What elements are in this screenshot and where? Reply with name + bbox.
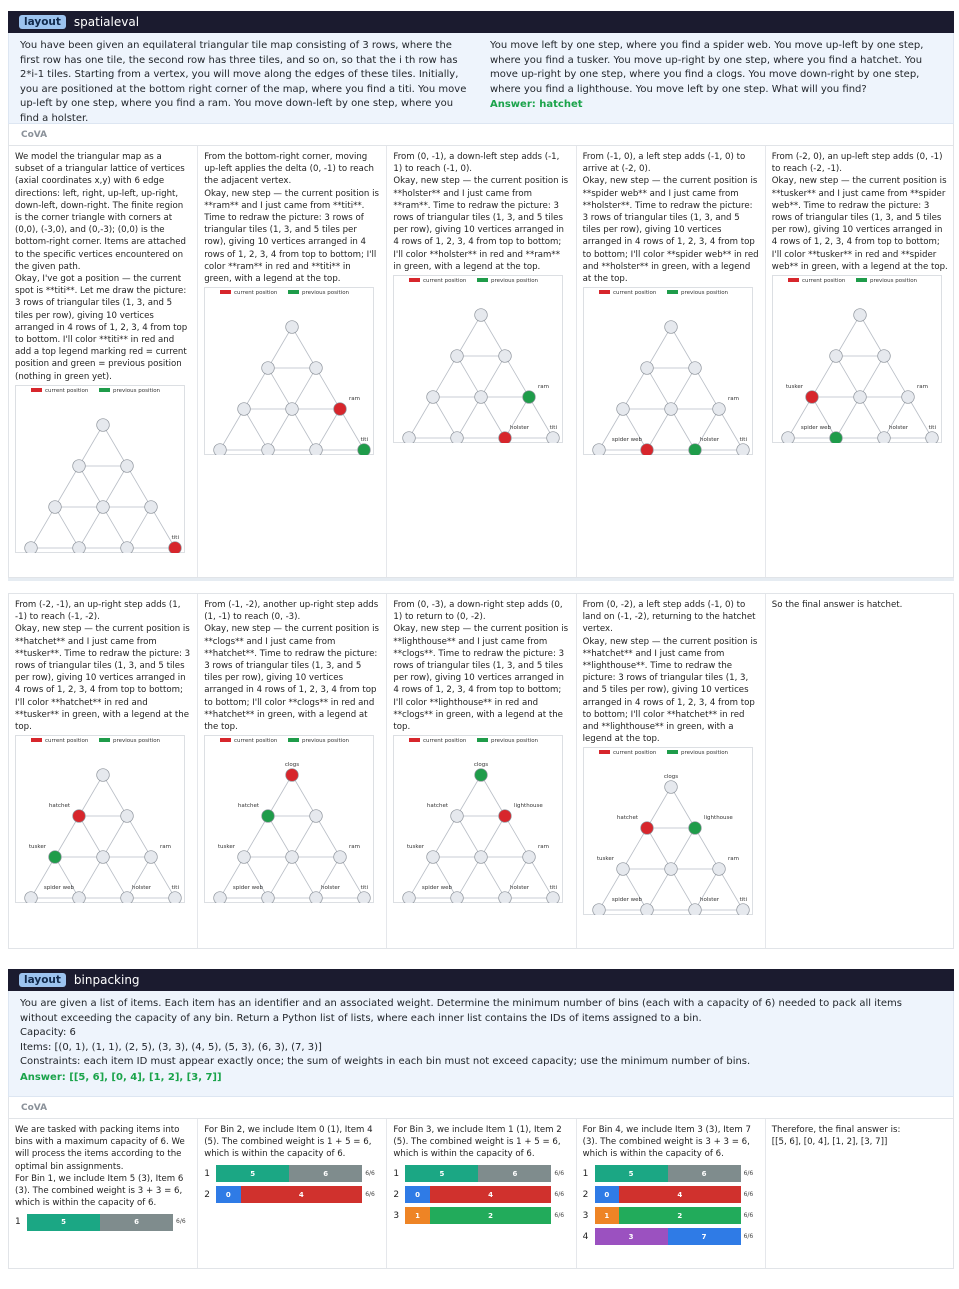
bin-item-segment: 0 [595,1186,619,1203]
legend-label-previous: previous position [113,387,161,394]
bin-row [393,1206,569,1226]
section-header-spatialeval [8,11,954,33]
vertex-label: clogs [474,762,489,769]
vertex-label: hatchet [238,803,260,810]
legend-swatch-previous [477,278,488,282]
reasoning-step-cell [198,594,387,948]
vertex-label: holster [699,897,719,904]
legend-swatch-current [409,738,420,742]
map-vertex [310,892,323,903]
bin-bar [595,1207,741,1224]
map-vertex [169,892,182,903]
bin-row [393,1164,569,1184]
legend-swatch-previous [99,738,110,742]
question-box [8,33,954,124]
map-vertex [310,362,323,375]
vertex-label: clogs [663,774,678,781]
reasoning-step-text: So the final answer is hatchet. [771,600,903,610]
bin-item-segment: 5 [216,1165,289,1182]
map-vertex [925,432,938,443]
steps-row-1 [8,146,954,578]
bin-row [583,1164,759,1184]
triangular-map-diagram [15,385,185,553]
bin-row [583,1206,759,1226]
bin-row [204,1185,380,1205]
triangular-map-diagram [204,287,374,455]
vertex-label: lighthouse [514,803,544,810]
map-vertex [121,460,134,473]
current-position-vertex [499,432,512,443]
bin-label: 3 [393,1210,400,1221]
reasoning-step-text: For Bin 2, we include Item 0 (1), Item 4 (5). The combined weight is 1 + 5 = 6, which is within the capacity of 6. [204,1125,376,1160]
reasoning-step-cell [9,146,198,577]
current-position-vertex [805,391,818,404]
previous-position-vertex [688,444,701,455]
vertex-label: ram [160,844,171,851]
map-vertex [451,892,464,903]
map-vertex [640,904,653,915]
legend-swatch-current [788,278,799,282]
vertex-label: holster [132,885,152,892]
map-vertex [829,350,842,363]
map-vertex [214,892,227,903]
map-vertex [262,444,275,455]
map-vertex [49,501,62,514]
bin-row [204,1164,380,1184]
bin-chart [583,1164,759,1247]
triangular-map-diagram [15,735,185,903]
map-vertex [25,542,38,553]
bin-item-segment: 4 [619,1186,741,1203]
triangular-map-diagram [204,735,374,903]
vertex-label: titi [550,425,558,432]
map-vertex [499,892,512,903]
vertex-label: tusker [28,844,46,851]
legend-label-previous: previous position [491,738,539,745]
reasoning-step-text: Therefore, the final answer is: [[5, 6], [0, 4], [1, 2], [3, 7]] [771,1125,901,1148]
map-vertex [901,391,914,404]
bin-chart [15,1212,191,1232]
current-position-vertex [640,444,653,455]
triangular-map-diagram [393,735,563,903]
section-header-binpacking [8,969,954,991]
legend-swatch-previous [288,738,299,742]
bin-item-segment: 1 [405,1207,429,1224]
layout-tag: layout [19,15,66,29]
map-vertex [451,810,464,823]
bin-item-segment: 0 [405,1186,429,1203]
bin-fill-label: 6/6 [743,1232,754,1240]
previous-position-vertex [829,432,842,443]
previous-position-vertex [688,822,701,835]
question-box [8,991,954,1097]
vertex-label: holster [510,885,530,892]
map-vertex [712,403,725,416]
reasoning-step-text: From (0, -2), a left step adds (-1, 0) to land on (-1, -2), returning to the hatchet vertex. Okay, new step — the current position is **hatchet** and I just came from **lighthouse**. Time to redraw the picture: 3 rows of triangular tiles (1, 3, and 5 tiles per row), giving 10 vertices arranged in 4 rows of 1, 2, 3, 4 from top to bottom; I'll color **hatchet** in red and **lighthouse** in green, with a legend at the top. [582,600,758,745]
map-vertex [73,892,86,903]
reasoning-step-cell [577,1119,766,1268]
map-vertex [358,892,371,903]
bin-bar [405,1207,551,1224]
reasoning-step-text: For Bin 4, we include Item 3 (3), Item 7 (3). The combined weight is 3 + 3 = 6, which is within the capacity of 6. [582,1125,754,1160]
bin-bar [27,1214,173,1231]
legend-label-current: current position [234,290,278,297]
reasoning-step-cell [387,594,576,948]
legend-swatch-current [220,290,231,294]
map-vertex [403,432,416,443]
vertex-label: titi [928,425,936,432]
map-vertex [736,904,749,915]
map-vertex [262,362,275,375]
map-vertex [73,542,86,553]
bin-bar [595,1186,741,1203]
map-vertex [475,391,488,404]
triangular-map-diagram [772,275,942,443]
legend-label-current: current position [801,278,846,285]
bin-label: 4 [582,1231,589,1242]
map-vertex [97,501,110,514]
legend-label-current: current position [45,738,89,745]
current-position-vertex [640,822,653,835]
map-vertex [616,863,629,876]
legend-label-previous: previous position [680,290,728,297]
vertex-label: ram [727,856,739,863]
bin-fill-label: 6/6 [554,1190,565,1198]
previous-position-vertex [49,851,62,864]
previous-position-vertex [262,810,275,823]
vertex-label: holster [510,425,530,432]
bin-bar [595,1165,741,1182]
vertex-label: ram [349,844,361,851]
bin-row [583,1185,759,1205]
vertex-label: tusker [218,844,236,851]
map-vertex [310,810,323,823]
triangular-map-diagram [393,275,563,443]
row-divider [8,578,954,581]
bin-item-segment: 5 [595,1165,668,1182]
vertex-label: tusker [596,856,614,863]
items-text: Items: [(0, 1), (1, 1), (2, 5), (3, 3), (4, 5), (5, 3), (6, 3), (7, 3)] [20,1041,322,1053]
vertex-label: titi [739,897,747,904]
vertex-label: tusker [785,384,803,391]
legend-label-previous: previous position [113,738,161,745]
bin-chart [204,1164,380,1205]
legend-label-current: current position [612,750,656,757]
vertex-label: titi [739,437,747,444]
bin-item-segment: 6 [289,1165,362,1182]
legend-label-current: current position [612,290,656,297]
legend-swatch-previous [856,278,867,282]
map-vertex [688,904,701,915]
map-vertex [592,904,605,915]
reasoning-step-text: For Bin 3, we include Item 1 (1), Item 2 (5). The combined weight is 1 + 5 = 6, which is within the capacity of 6. [393,1125,565,1160]
map-vertex [121,810,134,823]
map-vertex [73,460,86,473]
previous-position-vertex [358,444,371,455]
reasoning-step-cell [9,1119,198,1268]
map-vertex [238,403,251,416]
legend-swatch-previous [667,750,678,754]
bin-bar [216,1186,362,1203]
answer-label: Answer: hatchet [490,99,583,110]
bin-chart [393,1164,569,1226]
map-vertex [97,851,110,864]
map-vertex [853,309,866,322]
vertex-label: spider web [233,885,264,892]
vertex-label: ram [349,396,361,403]
map-vertex [97,419,110,432]
question-text-right: You move left by one step, where you find a spider web. You move up-left by one step, where you find a tusker. You move up-right by one step, where you find a hatchet. You move up-right by one step, where you find a clogs. You move down-right by one step, where you find a lighthouse. You move left by one step. What will you find? [490,40,924,95]
method-label: CoVA [8,124,954,146]
vertex-label: spider web [422,885,453,892]
previous-position-vertex [523,391,536,404]
legend-swatch-current [31,388,42,392]
map-vertex [523,851,536,864]
bin-item-segment: 6 [100,1214,173,1231]
bin-bar [595,1228,741,1245]
vertex-label: titi [550,885,558,892]
vertex-label: ram [916,384,928,391]
bin-fill-label: 6/6 [554,1169,565,1177]
map-vertex [499,350,512,363]
legend-swatch-current [220,738,231,742]
reasoning-step-text: From (0, -1), a down-left step adds (-1, 1) to reach (-1, 0). Okay, new step — the current position is **holster** and I just came from **ram**. Time to redraw the picture: 3 rows of triangular tiles (1, 3, and 5 tiles per row), giving 10 vertices arranged in 4 rows of 1, 2, 3, 4 from top to bottom; I'll color **holster** in red and **ram** in green, with a legend at the top. [393,152,569,272]
map-vertex [712,863,725,876]
bin-item-segment: 1 [595,1207,619,1224]
map-vertex [286,321,299,334]
bin-item-segment: 3 [595,1228,668,1245]
bin-fill-label: 6/6 [743,1211,754,1219]
legend-swatch-current [599,750,610,754]
reasoning-step-cell [387,146,576,577]
vertex-label: ram [538,844,550,851]
map-vertex [475,309,488,322]
map-vertex [451,350,464,363]
bin-label: 3 [582,1210,589,1221]
map-vertex [781,432,794,443]
bin-item-segment: 4 [430,1186,552,1203]
bin-label: 1 [204,1168,210,1179]
vertex-label: holster [888,425,908,432]
bin-fill-label: 6/6 [554,1211,565,1219]
bin-item-segment: 6 [478,1165,551,1182]
bin-label: 1 [15,1217,21,1228]
current-position-vertex [169,542,182,553]
bin-item-segment: 5 [27,1214,100,1231]
question-text-right-column [490,39,946,113]
current-position-vertex [499,810,512,823]
map-vertex [310,444,323,455]
bin-item-segment: 4 [241,1186,363,1203]
reasoning-step-cell [766,1119,955,1268]
map-vertex [547,432,560,443]
vertex-label: spider web [800,425,831,432]
reasoning-step-cell [766,146,955,577]
bin-row [583,1227,759,1247]
reasoning-step-text: From (-1, 0), a left step adds (-1, 0) to arrive at (-2, 0). Okay, new step — the current position is **spider web** and I just came from **holster**. Time to redraw the picture: 3 rows of triangular tiles (1, 3, and 5 tiles per row), giving 10 vertices arranged in 4 rows of 1, 2, 3, 4 from top to bottom; I'll color **spider web** in red and **holster** in green, with a legend at the top. [582,152,759,285]
capacity-text: Capacity: 6 [20,1027,76,1038]
bin-fill-label: 6/6 [176,1218,186,1226]
map-vertex [475,851,488,864]
previous-position-vertex [475,769,488,782]
legend-swatch-previous [288,290,299,294]
bin-bar [405,1186,551,1203]
vertex-label: hatchet [616,815,638,822]
reasoning-step-cell [766,594,955,948]
reasoning-step-text: We are tasked with packing items into bins with a maximum capacity of 6. We will process the items according to the optimal bin assignments. For Bin 1, we include Item 5 (3), Item 6 (3). The combined weight is 3 + 3 = 6, which is within the capacity of 6. [15,1125,185,1209]
map-vertex [664,403,677,416]
map-vertex [688,362,701,375]
bin-label: 2 [204,1189,210,1200]
vertex-label: titi [360,437,369,444]
current-position-vertex [73,810,86,823]
bin-row [15,1212,191,1232]
legend-swatch-previous [99,388,110,392]
constraints-text: Constraints: each item ID must appear exactly once; the sum of weights in each bin must not exceed capacity; use the minimum number of bins. [20,1056,751,1067]
layout-tag: layout [19,973,66,987]
bin-fill-label: 6/6 [743,1169,754,1177]
map-vertex [664,781,677,794]
vertex-label: hatchet [427,803,449,810]
bin-item-segment: 6 [668,1165,741,1182]
legend-label-previous: previous position [869,278,917,285]
legend-swatch-previous [477,738,488,742]
map-vertex [214,444,227,455]
current-position-vertex [334,403,347,416]
vertex-label: titi [360,885,369,892]
reasoning-step-text: From the bottom-right corner, moving up-left applies the delta (0, -1) to reach the adjacent vertex. Okay, new step — the current position is **ram** and I just came from **titi**. Time to redraw the picture: 3 rows of triangular tiles (1, 3, and 5 tiles per row), giving 10 vertices arranged in 4 rows of 1, 2, 3, 4 from top to bottom; I'll color **ram** in red and **titi** in green, with a legend at the top. [204,152,379,285]
section-title: spatialeval [73,15,140,29]
binpacking-steps-row [8,1119,954,1269]
reasoning-step-text: From (-2, 0), an up-left step adds (0, -1) to reach (-2, -1). Okay, new step — the current position is **tusker** and I just came from **spider web**. Time to redraw the picture: 3 rows of triangular tiles (1, 3, and 5 tiles per row), giving 10 vertices arranged in 4 rows of 1, 2, 3, 4 from top to bottom; I'll color **tusker** in red and **spider web** in green, with a legend at the top. [771,152,948,272]
map-vertex [616,403,629,416]
legend-label-previous: previous position [491,278,539,285]
legend-label-current: current position [423,738,467,745]
map-vertex [853,391,866,404]
reasoning-step-text: From (-2, -1), an up-right step adds (1, -1) to reach (-1, -2). Okay, new step — the current position is **hatchet** and I just came from **tusker**. Time to redraw the picture: 3 rows of triangular tiles (1, 3, and 5 tiles per row), giving 10 vertices arranged in 4 rows of 1, 2, 3, 4 from top to bottom; I'll color **hatchet** in red and **tusker** in green, with a legend at the top. [15,600,191,733]
legend-label-current: current position [45,387,89,394]
map-vertex [427,851,440,864]
legend-swatch-current [599,290,610,294]
reasoning-step-cell [387,1119,576,1268]
vertex-label: holster [699,437,719,444]
reasoning-step-text: From (-1, -2), another up-right step adds (1, -1) to reach (0, -3). Okay, new step — the current position is **clogs** and I just came from **hatchet**. Time to redraw the picture: 3 rows of triangular tiles (1, 3, and 5 tiles per row), giving 10 vertices arranged in 4 rows of 1, 2, 3, 4 from top to bottom; I'll color **clogs** in red and **hatchet** in green, with a legend at the top. [204,600,379,733]
map-vertex [145,851,158,864]
vertex-label: hatchet [48,803,70,810]
reasoning-step-cell [9,594,198,948]
legend-swatch-current [409,278,420,282]
legend-label-current: current position [423,278,467,285]
vertex-label: clogs [285,762,300,769]
map-vertex [664,863,677,876]
question-text-left: You have been given an equilateral triangular tile map consisting of 3 rows, where the first row has one tile, the second row has three tiles, and so on, so that the i th row has 2*i-1 tiles. Starting from a vertex, you will move along the edges of these tiles. Initially, you are positioned at the bottom right corner of the map, where you find a titi. You move up-left by one step, where you find a ram. You move down-left by one step, where you find a holster. [20,40,467,124]
reasoning-step-cell [577,594,766,948]
vertex-label: ram [538,384,550,391]
vertex-label: tusker [407,844,425,851]
vertex-label: ram [727,396,739,403]
map-vertex [736,444,749,455]
bin-label: 1 [582,1168,589,1179]
map-vertex [121,892,134,903]
triangular-map-diagram [583,747,753,915]
map-vertex [97,769,110,782]
legend-label-previous: previous position [680,750,728,757]
bin-item-segment: 2 [430,1207,552,1224]
current-position-vertex [286,769,299,782]
bin-label: 1 [393,1168,400,1179]
bin-item-segment: 5 [405,1165,478,1182]
question-text: You are given a list of items. Each item has an identifier and an associated weight. Determine the minimum number of bins (each with a capacity of 6) needed to pack all items without exceeding the capacity of any bin. Return a Python list of lists, where each inner list contains the IDs of items assigned to a bin. [20,998,902,1024]
legend-swatch-previous [667,290,678,294]
map-vertex [592,444,605,455]
map-vertex [427,391,440,404]
map-vertex [664,321,677,334]
reasoning-step-cell [198,1119,387,1268]
bin-label: 2 [582,1189,589,1200]
bin-fill-label: 6/6 [365,1190,375,1198]
reasoning-step-text: From (0, -3), a down-right step adds (0, 1) to return to (0, -2). Okay, new step — the current position is **lighthouse** and I just came from **clogs**. Time to redraw the picture: 3 rows of triangular tiles (1, 3, and 5 tiles per row), giving 10 vertices arranged in 4 rows of 1, 2, 3, 4 from top to bottom; I'll color **lighthouse** in red and **clogs** in green, with a legend at the top. [393,600,569,733]
map-vertex [547,892,560,903]
reasoning-step-cell [577,146,766,577]
map-vertex [451,432,464,443]
map-vertex [877,350,890,363]
vertex-label: titi [171,885,179,892]
map-vertex [640,362,653,375]
answer-label: Answer: [[5, 6], [0, 4], [1, 2], [3, 7]] [20,1071,222,1083]
map-vertex [145,501,158,514]
bin-bar [216,1165,362,1182]
bin-fill-label: 6/6 [743,1190,754,1198]
map-vertex [877,432,890,443]
vertex-label: holster [321,885,341,892]
map-vertex [25,892,38,903]
map-vertex [403,892,416,903]
section-title: binpacking [73,973,140,987]
triangular-map-diagram [583,287,753,455]
vertex-label: titi [171,534,179,541]
vertex-label: lighthouse [703,815,733,822]
map-vertex [121,542,134,553]
legend-swatch-current [31,738,42,742]
bin-fill-label: 6/6 [365,1169,375,1177]
bin-item-segment: 0 [216,1186,240,1203]
bin-label: 2 [393,1189,400,1200]
legend-label-current: current position [234,738,278,745]
legend-label-previous: previous position [302,738,350,745]
map-vertex [238,851,251,864]
bin-item-segment: 7 [668,1228,741,1245]
steps-row-2 [8,593,954,949]
map-vertex [334,851,347,864]
method-label: CoVA [8,1097,954,1119]
map-vertex [286,851,299,864]
bin-item-segment: 2 [619,1207,741,1224]
reasoning-step-text: We model the triangular map as a subset of a triangular lattice of vertices (axial coordinates x,y) with 6 edge directions: left, right, up-left, up-right, down-left, down-right. The finite region is the corner triangle with corners at (0,0), (-3,0), and (0,-3); (0,0) is the bottom-right corner. Items are attached to the specific vertices encountered on the given path. Okay, I've got a position — the current spot is **titi**. Let me draw the picture: 3 rows of triangular tiles (1, 3, and 5 tiles per row), giving 10 vertices arranged in 4 rows of 1, 2, 3, 4 from top to bottom. I'll color **titi** in red and add a top legend marking red = current position and green = previous position (nothing in green yet). [15,152,188,382]
legend-label-previous: previous position [302,290,350,297]
map-vertex [286,403,299,416]
reasoning-step-cell [198,146,387,577]
vertex-label: spider web [611,897,642,904]
vertex-label: spider web [611,437,642,444]
bin-row [393,1185,569,1205]
vertex-label: spider web [43,885,74,892]
bin-bar [405,1165,551,1182]
map-vertex [262,892,275,903]
